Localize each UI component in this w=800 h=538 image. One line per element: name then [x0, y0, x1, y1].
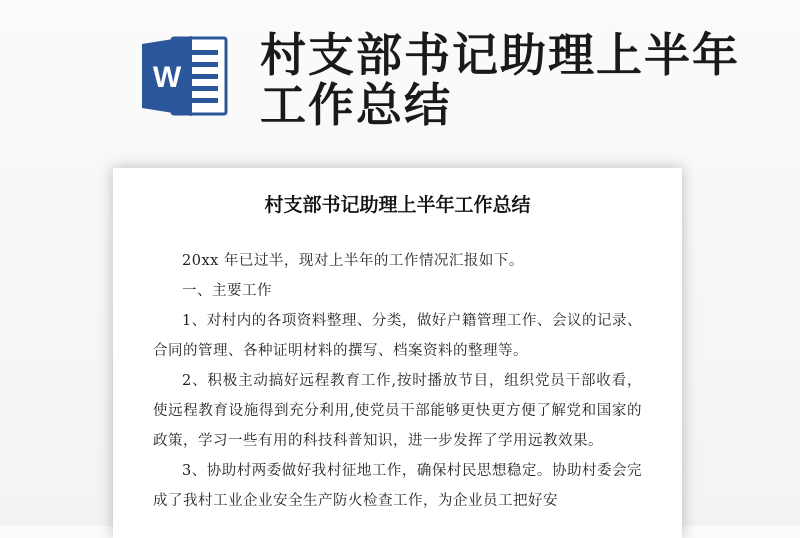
- word-icon-letter: W: [152, 61, 182, 94]
- page-title: 村支部书记助理上半年工作总结: [260, 28, 740, 132]
- paragraph: 2、积极主动搞好远程教育工作,按时播放节目，组织党员干部收看，使远程教育设施得到充分利用,使党员干部能够更快更方便了解党和国家的政策，学习一些有用的科技科普知识，进一步发挥了学用远教效果。: [153, 373, 642, 449]
- section-heading: 一、主要工作: [182, 283, 272, 299]
- header-banner: [0, 0, 800, 150]
- paragraph: 20xx 年已过半，现对上半年的工作情况汇报如下。: [182, 253, 524, 269]
- document-page: [113, 168, 682, 538]
- document-title: 村支部书记助理上半年工作总结: [264, 194, 531, 216]
- word-document-icon: [140, 34, 230, 118]
- paragraph: 3、协助村两委做好我村征地工作，确保村民思想稳定。协助村委会完成了我村工业企业安全生产防火检查工作，为企业员工把好安: [153, 463, 642, 509]
- document-body: [153, 246, 642, 516]
- paragraph: 1、对村内的各项资料整理、分类，做好户籍管理工作、会议的记录、合同的管理、各种证明材料的撰写、档案资料的整理等。: [153, 313, 642, 359]
